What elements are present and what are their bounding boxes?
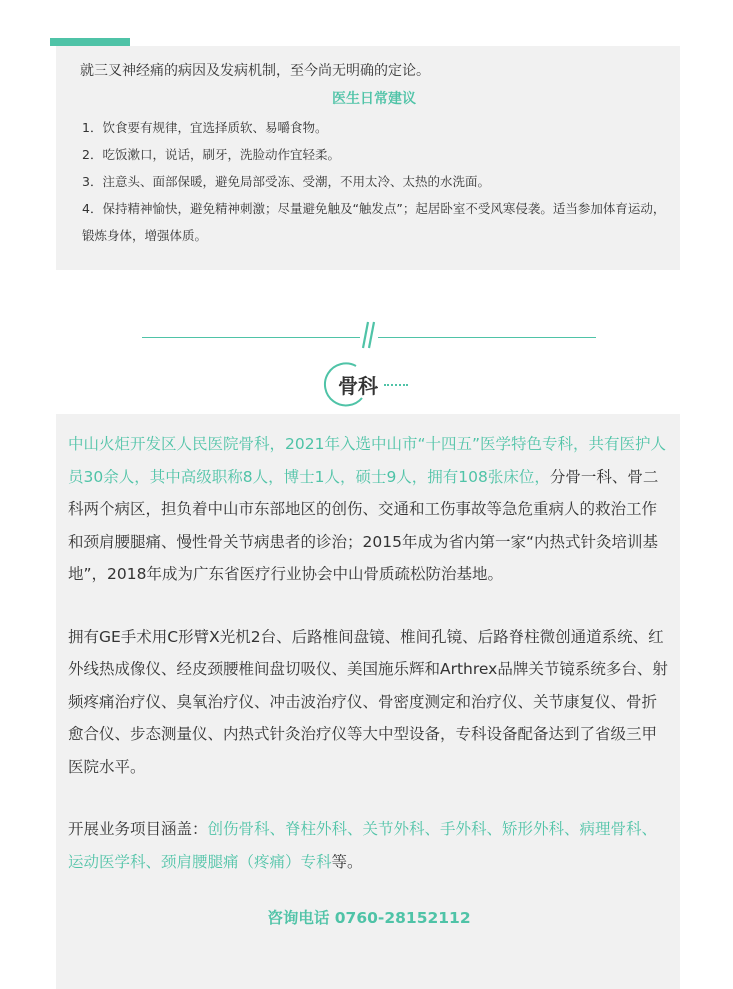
double-slash-icon bbox=[360, 318, 378, 350]
divider-line-right bbox=[378, 337, 596, 338]
services-list: 创伤骨科、脊柱外科、关节外科、手外科、矫形外科、病理骨科、运动医学科、颈肩腰腿痛（疼痛）专科 bbox=[68, 820, 658, 871]
heading-dots bbox=[384, 384, 408, 388]
advice-item: 1．饮食要有规律，宜选择质软、易嚼食物。 bbox=[82, 120, 328, 135]
intro-rest: 分骨一科、骨二科两个病区，担负着中山市东部地区的创伤、交通和工伤事故等急危重病人的救治工作和颈肩腰腿痛、慢性骨关节病患者的诊治；2015年成为省内第一家“内热式针灸培训基地”，2018年成为广东省医疗行业协会中山骨质疏松防治基地。 bbox=[68, 467, 659, 583]
intro-paragraph bbox=[68, 428, 670, 591]
services-suffix: 等。 bbox=[331, 852, 363, 871]
advice-item: 4．保持精神愉快，避免精神刺激；尽量避免触及“触发点”；起居卧室不受风寒侵袭。适当参加体育运动，锻炼身体，增强体质。 bbox=[82, 201, 666, 243]
equipment-paragraph: 拥有GE手术用C形臂X光机2台、后路椎间盘镜、椎间孔镜、后路脊柱微创通道系统、红外线热成像仪、经皮颈腰椎间盘切吸仪、美国施乐辉和Arthrex品牌关节镜系统多台、射频疼痛治疗仪、臭氧治疗仪、冲击波治疗仪、骨密度测定和治疗仪、关节康复仪、骨折愈合仪、步态测量仪、内热式针灸治疗仪等大中型设备，专科设备配备达到了省级三甲医院水平。 bbox=[68, 627, 668, 776]
divider-line-left bbox=[142, 337, 360, 338]
intro-highlight: 中山火炬开发区人民医院骨科，2021年入选中山市“十四五”医学特色专科，共有医护人员30余人，其中高级职称8人，博士1人，硕士9人，拥有108张床位， bbox=[68, 435, 667, 486]
services-paragraph bbox=[68, 813, 670, 878]
section-divider bbox=[142, 318, 596, 350]
section-title: 骨科 bbox=[338, 374, 378, 398]
advice-item: 3．注意头、面部保暖，避免局部受冻、受潮，不用太冷、太热的水洗面。 bbox=[82, 174, 490, 189]
contact-phone: 咨询电话 0760-28152112 bbox=[267, 909, 471, 927]
advice-panel bbox=[56, 46, 680, 270]
intro-text: 就三叉神经痛的病因及发病机制，至今尚无明确的定论。 bbox=[80, 63, 430, 79]
department-panel bbox=[56, 414, 680, 989]
accent-bar bbox=[50, 38, 130, 46]
advice-title: 医生日常建议 bbox=[332, 91, 416, 107]
services-prefix: 开展业务项目涵盖： bbox=[68, 820, 208, 838]
advice-item: 2．吃饭漱口，说话，刷牙，洗脸动作宜轻柔。 bbox=[82, 147, 340, 162]
section-heading bbox=[316, 362, 426, 410]
